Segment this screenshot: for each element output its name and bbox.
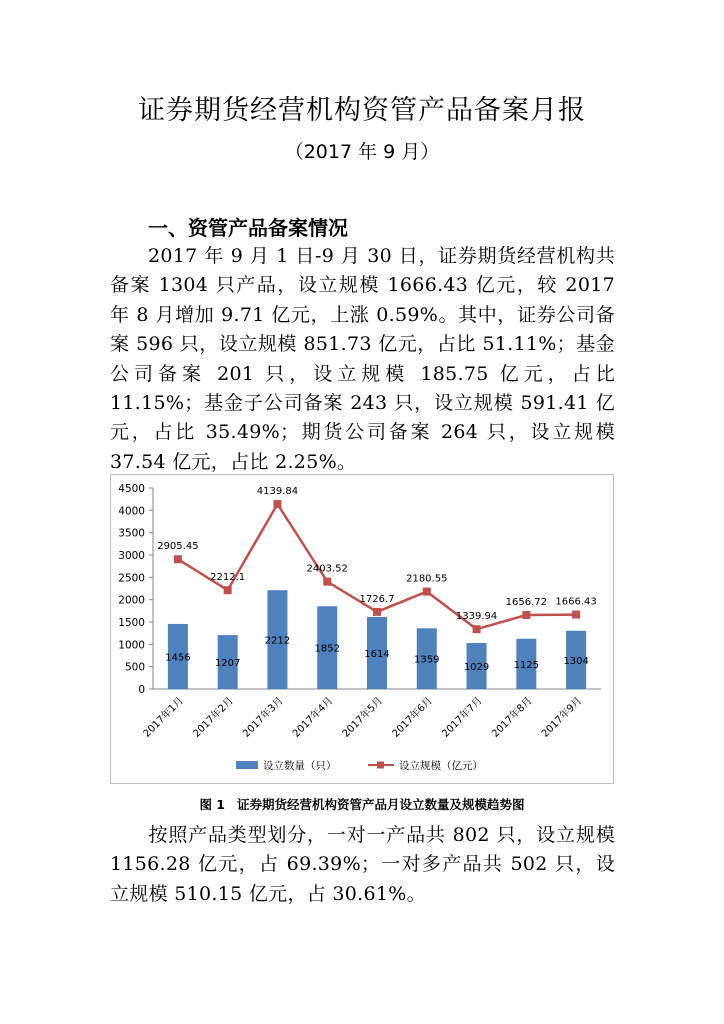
- bar-data-label: 1125: [513, 659, 540, 671]
- line-point-marker: [323, 578, 331, 586]
- y-tick-label: 2500: [118, 572, 145, 585]
- y-tick-label: 500: [124, 661, 145, 674]
- x-tick-label: 2017年1月: [141, 695, 187, 740]
- legend-bar-swatch: [236, 761, 258, 769]
- line-data-label: 2905.45: [157, 541, 199, 553]
- line-data-label: 2212.1: [210, 572, 246, 584]
- legend-line-marker: [377, 762, 384, 769]
- bar-data-label: 1614: [364, 648, 390, 660]
- report-period: （2017 年 9 月）: [284, 141, 440, 163]
- legend-bar-label: 设立数量（只）: [263, 760, 337, 772]
- line-data-label: 2180.55: [406, 573, 448, 585]
- legend-line-label: 设立规模（亿元）: [399, 760, 483, 772]
- line-data-label: 4139.84: [256, 486, 299, 498]
- y-tick-label: 2000: [118, 594, 145, 607]
- line-point-marker: [423, 588, 431, 596]
- summary-paragraph-text: 2017 年 9 月 1 日-9 月 30 日，证券期货经营机构共备案 1304 只产品，设立规模 1666.43 亿元，较 2017 年 8 月增加 9.71 亿元，上涨 0.59%。其中，证券公司备案 596 只，设立规模 851.73 亿元，占比 51.11%；基金公司备案 201 只，设立规模 185.75 亿元，占比 11.15%；基金子公司备案 243 只，设立规模 591.41 亿元，占比 35.49%；期货公司备案 264 只，设立规模 37.54 亿元，占比 2.25%。: [110, 245, 615, 473]
- x-tick-label: 2017年8月: [490, 695, 535, 740]
- bar-data-label: 1207: [214, 658, 241, 670]
- line-data-label: 1726.7: [359, 593, 395, 605]
- x-tick-label: 2017年3月: [241, 695, 286, 740]
- x-tick-label: 2017年4月: [290, 695, 336, 740]
- y-tick-label: 1500: [118, 617, 145, 629]
- figure-caption: [0, 795, 724, 813]
- bar-data-label: 1456: [165, 652, 191, 664]
- y-tick-label: 4000: [118, 505, 145, 518]
- x-tick-label: 2017年6月: [390, 695, 435, 740]
- trend-chart: [110, 474, 614, 784]
- line-point-marker: [522, 611, 530, 619]
- bar-data-label: 1304: [563, 655, 589, 667]
- y-tick-label: 0: [138, 684, 145, 696]
- figure-caption-text: 证券期货经营机构资管产品月设立数量及规模趋势图: [237, 797, 525, 812]
- bar-data-label: 1359: [414, 654, 440, 666]
- x-tick-label: 2017年2月: [191, 695, 236, 740]
- x-tick-label: 2017年5月: [340, 695, 386, 740]
- product-type-paragraph: [110, 821, 615, 909]
- line-point-marker: [174, 555, 182, 563]
- line-point-marker: [572, 611, 580, 619]
- y-tick-label: 3000: [118, 550, 145, 562]
- line-data-label: 1666.43: [555, 596, 597, 608]
- bar-data-label: 1852: [314, 643, 340, 655]
- figure-number: 图 1: [199, 797, 226, 812]
- section-heading: 一、资管产品备案情况: [148, 216, 348, 240]
- chart-canvas: [111, 475, 615, 785]
- line-data-label: 1339.94: [455, 611, 498, 623]
- page-title: 证券期货经营机构资管产品备案月报: [138, 95, 586, 126]
- y-tick-label: 1000: [118, 639, 145, 652]
- line-data-label: 2403.52: [306, 563, 348, 575]
- line-point-marker: [473, 625, 481, 633]
- bar-data-label: 2212: [264, 635, 291, 647]
- line-point-marker: [373, 608, 381, 616]
- line-point-marker: [273, 500, 281, 508]
- product-type-paragraph-text: 按照产品类型划分，一对一产品共 802 只，设立规模 1156.28 亿元，占 69.39%；一对多产品共 502 只，设立规模 510.15 亿元，占 30.61%。: [110, 824, 615, 905]
- y-tick-label: 3500: [118, 527, 145, 540]
- summary-paragraph: [110, 242, 615, 477]
- x-tick-label: 2017年7月: [440, 695, 485, 740]
- bar-data-label: 1029: [463, 662, 490, 674]
- line-point-marker: [224, 586, 232, 594]
- y-tick-label: 4500: [118, 483, 145, 495]
- x-tick-label: 2017年9月: [539, 695, 585, 740]
- line-data-label: 1656.72: [505, 596, 548, 608]
